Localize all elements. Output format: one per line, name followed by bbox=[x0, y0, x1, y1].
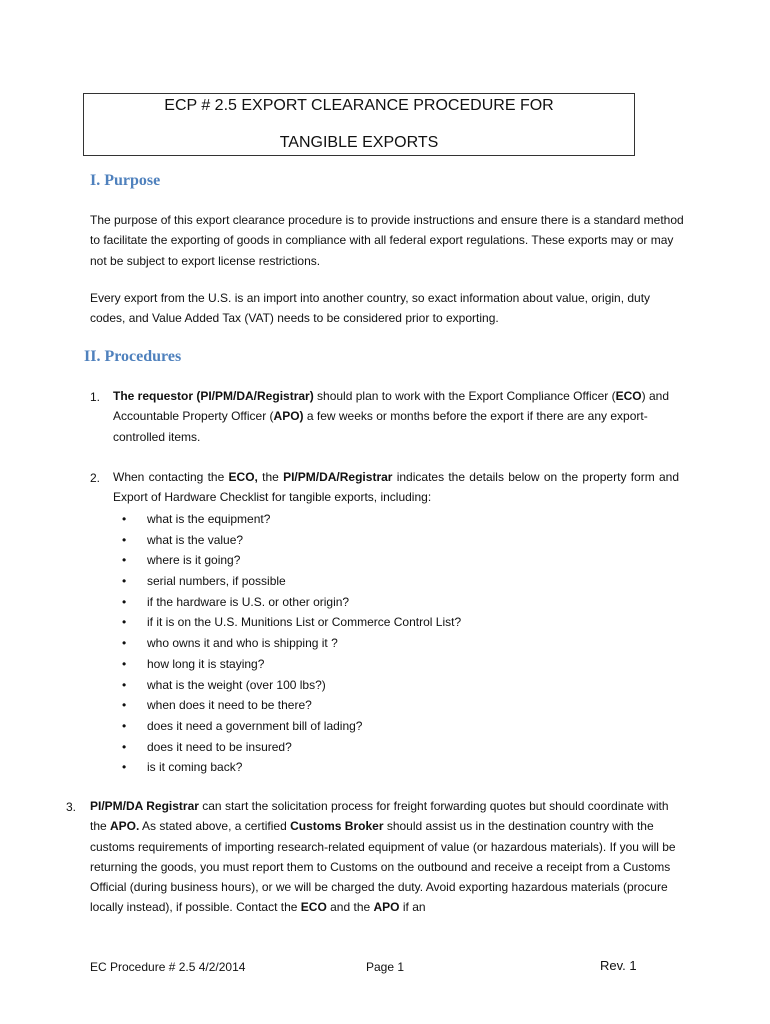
title-line-1: ECP # 2.5 EXPORT CLEARANCE PROCEDURE FOR bbox=[164, 97, 554, 114]
procedure-item-3: PI/PM/DA Registrar can start the solicitation process for freight forwarding quotes but should coordinate with the APO. As stated above, a certified Customs Broker should assist us in the destination country with the customs requirements of importing research-related equipment of value (or hazardous materials). If you will be returning the goods, you must report them to Customs on the outbound and receive a receipt from a Customs Official (during business hours), or we will be charged the duty. Avoid exporting hazardous materials (procure locally instead), if possible. Contact the ECO and the APO if an bbox=[90, 799, 676, 915]
bullet-icon: • bbox=[122, 532, 127, 547]
bullet-item: • where is it going? bbox=[122, 550, 461, 571]
bullet-item: • what is the weight (over 100 lbs?) bbox=[122, 675, 461, 696]
document-title-box bbox=[83, 93, 635, 156]
footer-revision: Rev. 1 bbox=[600, 958, 637, 973]
title-line-2: TANGIBLE EXPORTS bbox=[279, 134, 439, 151]
bullet-item: • what is the equipment? bbox=[122, 509, 461, 530]
bullet-item: • does it need to be insured? bbox=[122, 737, 461, 758]
purpose-heading: I. Purpose bbox=[90, 172, 161, 189]
bullet-icon: • bbox=[122, 656, 127, 671]
procedure-item-2: When contacting the ECO, the PI/PM/DA/Registrar indicates the details below on the property form and Export of Hardware Checklist for tangible exports, including: bbox=[113, 470, 679, 505]
bullet-item: • who owns it and who is shipping it ? bbox=[122, 633, 461, 654]
bullet-icon: • bbox=[122, 574, 127, 589]
bullet-icon: • bbox=[122, 677, 127, 692]
item-2-number: 2. bbox=[90, 471, 101, 485]
footer-page-number: Page 1 bbox=[366, 960, 405, 974]
bullet-item: • serial numbers, if possible bbox=[122, 571, 461, 592]
purpose-paragraph-2: Every export from the U.S. is an import into another country, so exact information about value, origin, duty codes, and Value Added Tax (VAT) needs to be considered prior to exporting. bbox=[90, 291, 651, 326]
item-3-number: 3. bbox=[66, 800, 77, 814]
purpose-paragraph-1: The purpose of this export clearance procedure is to provide instructions and ensure there is a standard method to facilitate the exporting of goods in compliance with all federal export regulations. These exports may or may not be subject to export license restrictions. bbox=[90, 213, 684, 268]
bullet-item: • if the hardware is U.S. or other origin? bbox=[122, 592, 461, 613]
bullet-item: • does it need a government bill of lading? bbox=[122, 716, 461, 737]
bullet-item: • is it coming back? bbox=[122, 757, 461, 778]
bullet-icon: • bbox=[122, 718, 127, 733]
bullet-icon: • bbox=[122, 636, 127, 651]
bullet-item: • how long it is staying? bbox=[122, 654, 461, 675]
bullet-item: • what is the value? bbox=[122, 530, 461, 551]
bullet-item: • if it is on the U.S. Munitions List or Commerce Control List? bbox=[122, 612, 461, 633]
bullet-icon: • bbox=[122, 760, 127, 775]
bullet-icon: • bbox=[122, 553, 127, 568]
bullet-item: • when does it need to be there? bbox=[122, 695, 461, 716]
procedures-heading: II. Procedures bbox=[84, 348, 182, 365]
bullet-icon: • bbox=[122, 698, 127, 713]
footer-procedure-date: EC Procedure # 2.5 4/2/2014 bbox=[90, 960, 246, 974]
bullet-icon: • bbox=[122, 615, 127, 630]
checklist-bullets bbox=[122, 509, 461, 778]
procedure-item-1: The requestor (PI/PM/DA/Registrar) should plan to work with the Export Compliance Officer (ECO) and Accountable Property Officer (APO) a few weeks or months before the export if there are any export-controlled items. bbox=[113, 389, 669, 444]
bullet-icon: • bbox=[122, 739, 127, 754]
item-1-number: 1. bbox=[90, 390, 101, 404]
bullet-icon: • bbox=[122, 512, 127, 526]
bullet-icon: • bbox=[122, 594, 127, 609]
